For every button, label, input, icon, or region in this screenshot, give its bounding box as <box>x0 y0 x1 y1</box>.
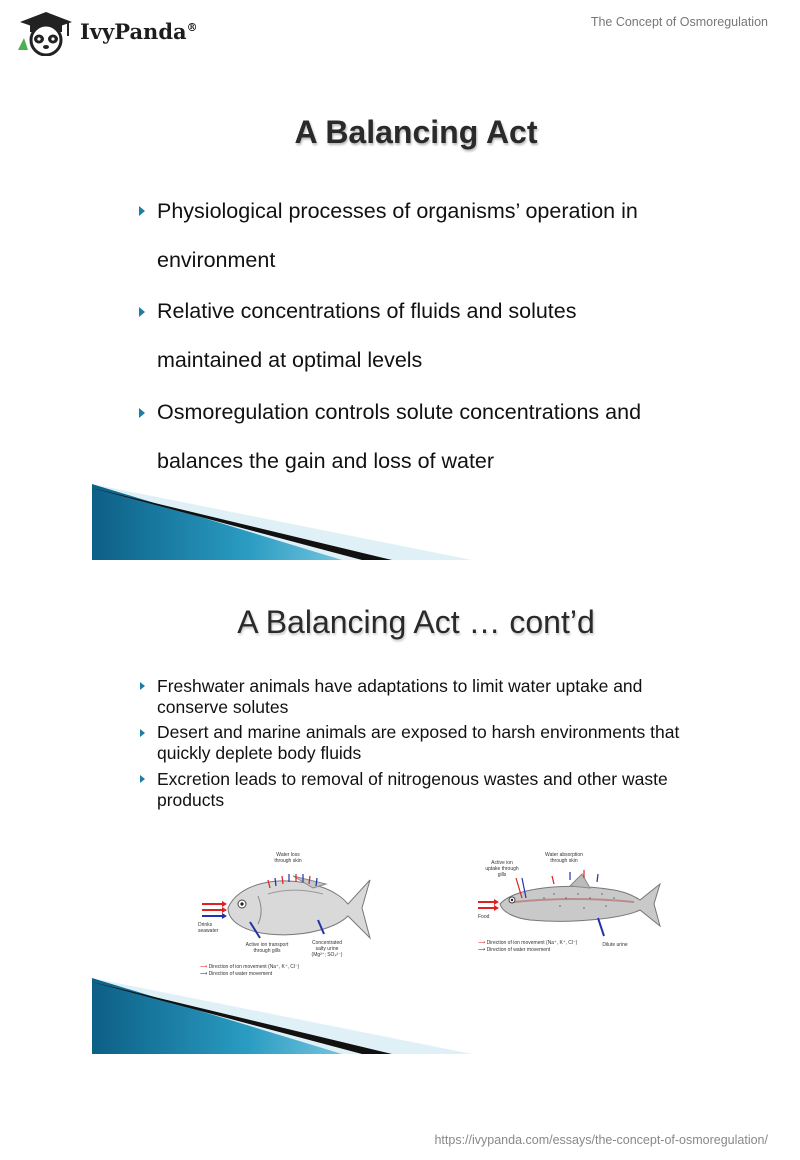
slide-1-bullet: Physiological processes of organisms’ operation in environment <box>157 199 638 272</box>
label-active-ion-uptake: Active ion uptake through gills <box>485 860 519 878</box>
marine-fish-illustration <box>198 846 378 982</box>
slide-2-title: A Balancing Act … cont’d <box>237 604 595 640</box>
label-dilute-urine: Dilute urine <box>602 942 628 948</box>
slide-2-bullet: Desert and marine animals are exposed to harsh environments that quickly deplete body fluids <box>157 722 680 763</box>
label-concentrated-urine: Concentrated salty urine (Mg²⁺; SO₄²⁻) <box>311 940 343 958</box>
bullet-arrow-icon <box>140 682 145 690</box>
slide-1-bullet: Relative concentrations of fluids and solutes maintained at optimal levels <box>157 299 577 372</box>
freshwater-fish-figure <box>474 848 664 960</box>
label-active-ion-transport: Active ion transport through gills <box>245 942 289 954</box>
slide-2-bullet: Freshwater animals have adaptations to limit water uptake and conserve solutes <box>157 676 643 717</box>
label-water-loss: Water loss through skin <box>274 852 302 864</box>
label-food: Food <box>478 914 490 920</box>
bullet-arrow-icon <box>139 206 145 216</box>
label-water-absorption: Water absorption through skin <box>545 852 583 864</box>
slide-1-bullet: Osmoregulation controls solute concentrations and balances the gain and loss of water <box>157 400 642 473</box>
panda-icon <box>16 10 78 56</box>
label-drinks-seawater: Drinks seawater <box>198 922 219 934</box>
document-title: The Concept of Osmoregulation <box>590 15 768 29</box>
bullet-arrow-icon <box>140 729 145 737</box>
bullet-arrow-icon <box>139 408 145 418</box>
brand-name[interactable]: IvyPanda® <box>80 19 198 44</box>
bullet-arrow-icon <box>140 775 145 783</box>
slide-2-bullet: Excretion leads to removal of nitrogenous wastes and other waste products <box>157 769 668 810</box>
slide-1-title: A Balancing Act <box>294 114 538 150</box>
slide-1-decoration <box>92 484 472 560</box>
source-url[interactable]: https://ivypanda.com/essays/the-concept-of-osmoregulation/ <box>434 1133 768 1147</box>
marine-legend: ⟶ Direction of ion movement (Na⁺, K⁺, Cl⁻) ⟶ Direction of water movement <box>200 964 300 977</box>
bullet-arrow-icon <box>139 307 145 317</box>
freshwater-legend: ⟶ Direction of ion movement (Na⁺, K⁺, Cl⁻) ⟶ Direction of water movement <box>478 940 578 953</box>
slide-2-decoration <box>92 978 472 1054</box>
marine-fish-figure <box>198 846 378 982</box>
